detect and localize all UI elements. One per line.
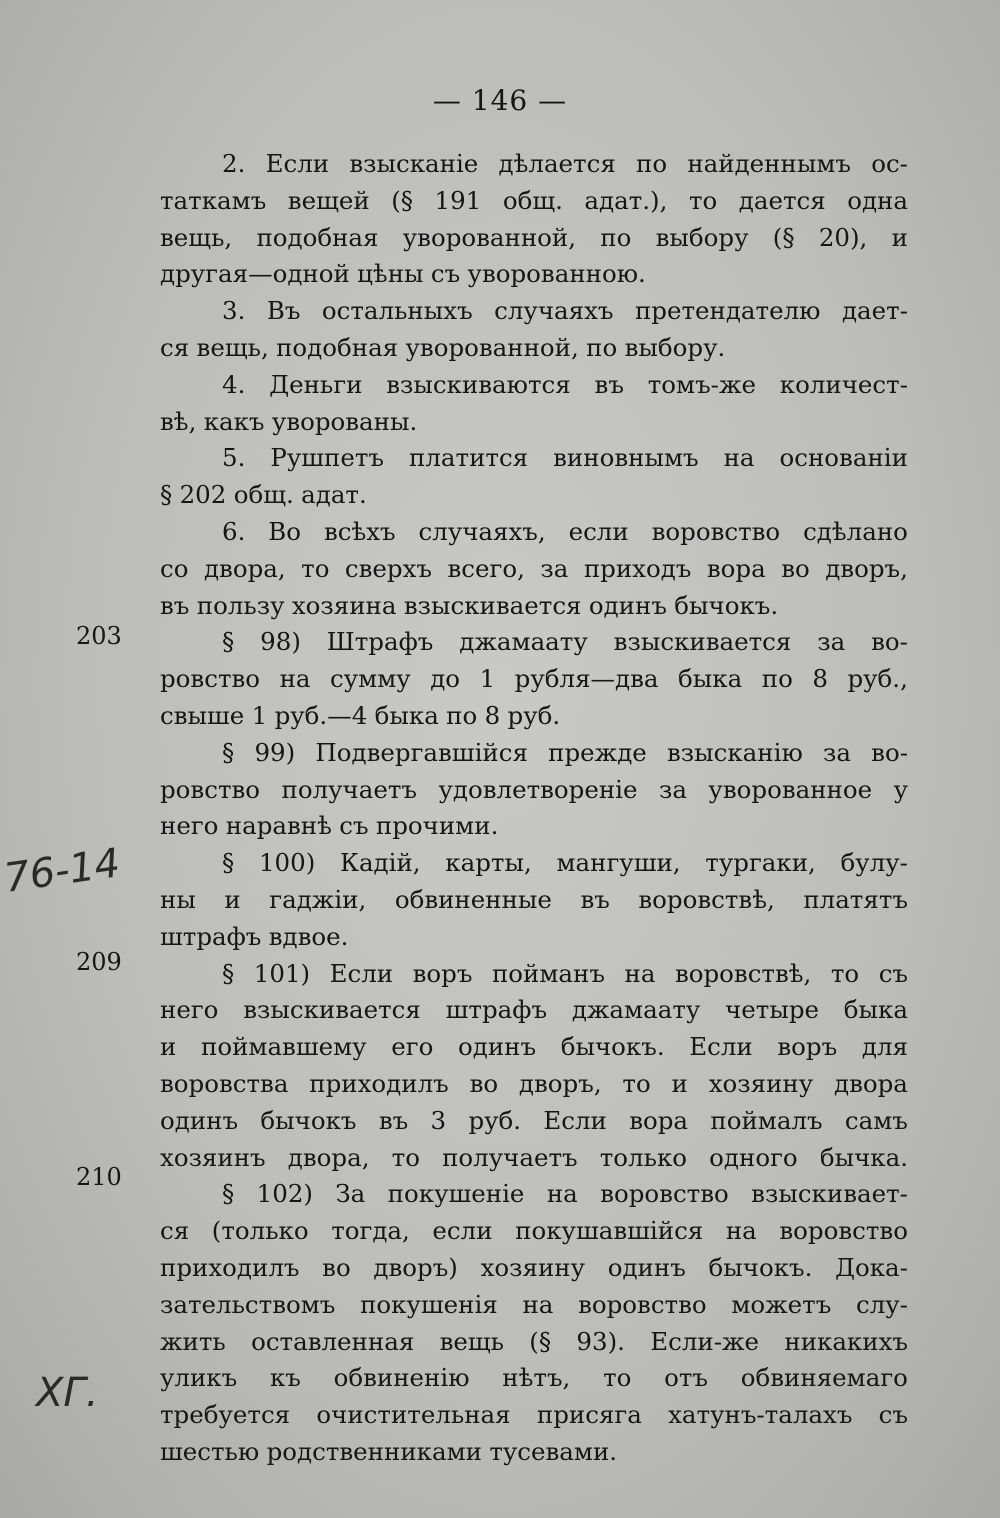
text-line: [160, 661, 908, 698]
word: и: [224, 884, 241, 914]
word: него: [160, 995, 219, 1025]
word: на: [546, 1179, 578, 1209]
word: взыскивается: [243, 995, 421, 1025]
word: одна: [847, 185, 908, 215]
word: до: [430, 664, 461, 694]
word: 3.: [222, 296, 246, 326]
word: руб.,: [847, 664, 908, 694]
text-line: [160, 146, 908, 183]
word: подобная: [256, 222, 379, 252]
word: джамаату: [459, 627, 588, 657]
word: уворованной,: [405, 332, 579, 362]
word: 3: [430, 1105, 447, 1135]
word: ся: [160, 332, 190, 362]
word: двора,: [203, 553, 286, 583]
word: 93).: [576, 1326, 625, 1356]
word: четыре: [725, 995, 820, 1025]
text-line: [160, 956, 908, 993]
word: одинъ: [457, 1032, 537, 1062]
word: вдвое.: [268, 921, 349, 951]
word: прежде: [548, 737, 647, 767]
margin-number-210: 210: [76, 1163, 122, 1191]
word: адат.),: [584, 185, 668, 215]
text-line: [160, 1287, 908, 1324]
text-line: [160, 440, 908, 477]
word: обвиненію: [333, 1363, 470, 1393]
word: (§: [772, 222, 795, 252]
word: §: [222, 1179, 235, 1209]
word: §: [222, 848, 235, 878]
word: вещь: [439, 1326, 504, 1356]
word: 101): [253, 958, 311, 988]
word: и: [671, 1068, 688, 1098]
word: уворованы.: [271, 406, 418, 436]
word: 1: [251, 700, 268, 730]
word: присяга: [536, 1400, 642, 1430]
word: уворованное: [708, 774, 873, 804]
word: 20),: [818, 222, 868, 252]
text-line: [160, 588, 908, 625]
word: платятъ: [803, 884, 908, 914]
word: получаетъ: [442, 1142, 578, 1172]
word: съ: [878, 1400, 908, 1430]
text-line: [160, 404, 908, 441]
handwritten-note: ХГ.: [36, 1370, 99, 1416]
word: одинъ: [607, 1252, 686, 1282]
word: у: [893, 774, 908, 804]
text-line: [160, 367, 908, 404]
word: Если: [329, 958, 394, 988]
word: во: [781, 553, 810, 583]
word: шестью: [160, 1436, 260, 1466]
text-line: [160, 1250, 908, 1287]
word: ровство: [160, 774, 261, 804]
word: §: [222, 627, 235, 657]
word: дворъ,: [518, 1068, 602, 1098]
word: нѣтъ,: [502, 1363, 571, 1393]
word: бычокъ: [260, 1105, 357, 1135]
word: дается: [738, 185, 826, 215]
word: цѣны: [357, 259, 424, 289]
word: прочими.: [375, 811, 499, 841]
text-line: [160, 772, 908, 809]
word: во-: [871, 737, 908, 767]
text-line: [160, 808, 908, 845]
word: другая—одной: [160, 259, 350, 289]
word: одного: [709, 1142, 798, 1172]
word: всего,: [447, 553, 525, 583]
word: Если: [689, 1032, 753, 1062]
text-line: [160, 551, 908, 588]
word: на: [624, 958, 656, 988]
word: хозяину: [708, 1068, 814, 1098]
word: на: [725, 1216, 757, 1246]
word: остальныхъ: [321, 296, 473, 326]
word: случаяхъ: [494, 296, 614, 326]
text-line: [160, 1176, 908, 1213]
word: вѣ,: [160, 406, 197, 436]
word: двора: [833, 1068, 908, 1098]
word: взысканію: [666, 737, 803, 767]
word: на: [279, 664, 311, 694]
word: Подвергавшійся: [315, 737, 528, 767]
word: Въ: [266, 296, 301, 326]
word: руб.: [507, 700, 561, 730]
word: бычокъ.: [674, 590, 779, 620]
word: адат.: [301, 480, 367, 510]
word: покушенія: [360, 1289, 498, 1319]
text-line: [160, 477, 908, 514]
word: съ: [430, 259, 461, 289]
word: дает-: [841, 296, 908, 326]
word: во: [469, 1068, 499, 1098]
word: покушеніе: [387, 1179, 525, 1209]
word: очистительная: [316, 1400, 511, 1430]
word: одинъ: [160, 1105, 239, 1135]
word: взыскивает-: [751, 1179, 908, 1209]
word: къ: [269, 1363, 301, 1393]
word: уликъ: [160, 1363, 238, 1393]
word: выбору: [655, 222, 749, 252]
word: §: [222, 737, 235, 767]
word: 4.: [222, 369, 246, 399]
word: воровство: [779, 1216, 908, 1246]
word: вора: [706, 553, 766, 583]
word: хозяину: [480, 1252, 586, 1282]
margin-number-209: 209: [76, 948, 122, 976]
word: 1: [479, 664, 496, 694]
word: (только: [211, 1216, 309, 1246]
word: Если: [265, 149, 330, 178]
word: §: [222, 958, 235, 988]
text-line: [160, 293, 908, 330]
word: Если-же: [650, 1326, 760, 1356]
word: какъ: [203, 406, 265, 436]
word: 8: [484, 700, 501, 730]
word: сдѣлано: [803, 516, 908, 546]
word: §: [160, 480, 173, 510]
word: требуется: [160, 1400, 291, 1430]
word: штрафъ: [445, 995, 548, 1025]
word: виновнымъ: [553, 443, 699, 473]
word: хозяинъ: [160, 1142, 266, 1172]
word: покушавшійся: [515, 1216, 704, 1246]
word: уворованною.: [467, 259, 646, 289]
word: Если: [543, 1105, 607, 1135]
word: платится: [409, 443, 529, 473]
word: въ: [594, 369, 624, 399]
word: быка: [678, 664, 743, 694]
word: хатунъ-талахъ: [668, 1400, 853, 1430]
word: за: [817, 627, 846, 657]
word: сумму: [330, 664, 411, 694]
word: булу-: [840, 848, 908, 878]
word: него: [160, 811, 219, 841]
word: вора: [629, 1105, 689, 1135]
word: рубля—два: [514, 664, 659, 694]
word: во-: [871, 627, 908, 657]
word: подобная: [276, 332, 399, 362]
word: приходъ: [583, 553, 692, 583]
word: томъ-же: [647, 369, 756, 399]
word: только: [599, 1142, 688, 1172]
text-line: [160, 1324, 908, 1361]
word: то: [391, 1142, 420, 1172]
word: приходилъ: [160, 1252, 300, 1282]
word: гаджіи,: [269, 884, 367, 914]
word: взыскивается: [403, 590, 582, 620]
word: взысканіе: [349, 149, 479, 178]
word: карты,: [445, 848, 532, 878]
word: въ: [580, 884, 610, 914]
word: воровствѣ,: [638, 884, 775, 914]
word: если: [432, 1216, 493, 1246]
word: наравнѣ: [225, 811, 332, 841]
word: Во: [268, 516, 302, 546]
word: одинъ: [588, 590, 667, 620]
word: воровствѣ,: [674, 958, 812, 988]
word: самъ: [844, 1105, 908, 1135]
text-line: [160, 330, 908, 367]
word: то: [830, 958, 860, 988]
word: въ: [160, 590, 190, 620]
word: всѣхъ: [323, 516, 396, 546]
word: 98): [260, 627, 301, 657]
word: обвиненные: [394, 884, 552, 914]
word: и: [160, 1032, 177, 1062]
word: если: [568, 516, 629, 546]
word: во: [322, 1252, 351, 1282]
word: Рушпетъ: [270, 443, 385, 473]
word: за: [540, 553, 569, 583]
word: общ.: [233, 480, 294, 510]
word: то: [688, 185, 718, 215]
word: въ: [378, 1105, 409, 1135]
word: воровство: [578, 1289, 707, 1319]
word: по: [761, 664, 793, 694]
text-line: [160, 1397, 908, 1434]
word: взыскиваются: [386, 369, 571, 399]
word: воръ: [777, 1032, 838, 1062]
word: получаетъ: [281, 774, 418, 804]
word: воровства: [160, 1068, 289, 1098]
word: Дока-: [835, 1252, 908, 1282]
word: жить: [160, 1326, 226, 1356]
page-number: — 146 —: [432, 84, 568, 117]
word: 202: [179, 480, 227, 510]
word: руб.: [468, 1105, 522, 1135]
text-line: [160, 992, 908, 1029]
word: таткамъ: [160, 185, 267, 215]
text-line: [160, 514, 908, 551]
word: 8: [812, 664, 828, 694]
word: то: [603, 1363, 632, 1393]
word: для: [861, 1032, 908, 1062]
text-line: [160, 1103, 908, 1140]
word: обвиняемаго: [740, 1363, 908, 1393]
word: дѣлается: [498, 149, 616, 178]
text-line: [160, 256, 908, 293]
handwritten-note: 76-14: [1, 840, 123, 902]
word: на: [723, 443, 755, 473]
word: выбору.: [624, 332, 726, 362]
word: поймавшему: [200, 1032, 367, 1062]
word: дворъ): [373, 1252, 458, 1282]
word: количест-: [779, 369, 908, 399]
word: и: [891, 222, 908, 252]
word: общ.: [502, 185, 563, 215]
word: по: [446, 700, 478, 730]
word: его: [391, 1032, 434, 1062]
word: 99): [254, 737, 296, 767]
word: основаніи: [779, 443, 908, 473]
word: за: [822, 737, 851, 767]
word: то: [301, 553, 330, 583]
word: 102): [256, 1179, 313, 1209]
text-line: [160, 845, 908, 882]
word: бычка.: [819, 1142, 908, 1172]
word: по: [600, 222, 632, 252]
word: оставленная: [251, 1326, 415, 1356]
word: можетъ: [731, 1289, 832, 1319]
word: 191: [434, 185, 482, 215]
word: никакихъ: [784, 1326, 908, 1356]
word: бычокъ.: [560, 1032, 665, 1062]
word: Штрафъ: [326, 627, 434, 657]
word: быка: [374, 700, 439, 730]
word: джамаату: [571, 995, 701, 1025]
text-line: [160, 1066, 908, 1103]
text-line: [160, 919, 908, 956]
text-line: [160, 698, 908, 735]
word: по: [586, 332, 618, 362]
word: на: [522, 1289, 554, 1319]
text-line: [160, 624, 908, 661]
word: воровство: [600, 1179, 729, 1209]
word: случаяхъ,: [418, 516, 546, 546]
word: Деньги: [269, 369, 363, 399]
word: пользу: [196, 590, 285, 620]
word: съ: [878, 958, 908, 988]
word: за: [658, 774, 687, 804]
word: то: [622, 1068, 651, 1098]
body-text: [160, 146, 908, 1471]
word: пойманъ: [491, 958, 605, 988]
word: сверхъ: [344, 553, 433, 583]
text-line: [160, 220, 908, 257]
word: уворованной,: [402, 222, 577, 252]
word: ос-: [871, 149, 908, 178]
word: слу-: [856, 1289, 908, 1319]
word: 6.: [222, 516, 246, 546]
word: по: [636, 149, 668, 178]
text-line: [160, 1360, 908, 1397]
word: тогда,: [331, 1216, 410, 1246]
text-line: [160, 882, 908, 919]
word: быка: [843, 995, 908, 1025]
word: отъ: [664, 1363, 709, 1393]
word: свыше: [160, 700, 245, 730]
word: дворъ,: [825, 553, 908, 583]
text-line: [160, 1213, 908, 1250]
word: штрафъ: [160, 921, 262, 951]
word: удовлетвореніе: [438, 774, 638, 804]
text-line: [160, 1029, 908, 1066]
word: тусевами.: [489, 1436, 618, 1466]
text-line: [160, 183, 908, 220]
word: вещь,: [160, 222, 233, 252]
word: Кадій,: [339, 848, 421, 878]
word: со: [160, 553, 189, 583]
word: бычокъ.: [708, 1252, 813, 1282]
word: ровство: [160, 664, 261, 694]
word: ны: [160, 884, 196, 914]
word: найденнымъ: [687, 149, 851, 178]
word: хозяина: [291, 590, 397, 620]
word: (§: [529, 1326, 552, 1356]
text-line: [160, 735, 908, 772]
word: За: [335, 1179, 366, 1209]
word: руб.—4: [274, 700, 368, 730]
word: претендателю: [634, 296, 821, 326]
word: 2.: [222, 149, 246, 178]
word: ся: [160, 1216, 190, 1246]
word: 5.: [222, 443, 246, 473]
word: воръ: [412, 958, 473, 988]
word: поймалъ: [710, 1105, 823, 1135]
word: взыскивается: [613, 627, 792, 657]
word: тургаки,: [705, 848, 816, 878]
text-line: [160, 1434, 908, 1471]
word: 100): [258, 848, 316, 878]
word: приходилъ: [309, 1068, 449, 1098]
word: мангуши,: [556, 848, 681, 878]
word: вещь,: [196, 332, 269, 362]
word: воровство: [651, 516, 781, 546]
word: съ: [339, 811, 369, 841]
word: зательствомъ: [160, 1289, 336, 1319]
word: (§: [391, 185, 414, 215]
word: вещей: [287, 185, 370, 215]
word: двора,: [287, 1142, 370, 1172]
margin-number-203: 203: [76, 622, 122, 650]
text-line: [160, 1140, 908, 1177]
word: родственниками: [266, 1436, 482, 1466]
